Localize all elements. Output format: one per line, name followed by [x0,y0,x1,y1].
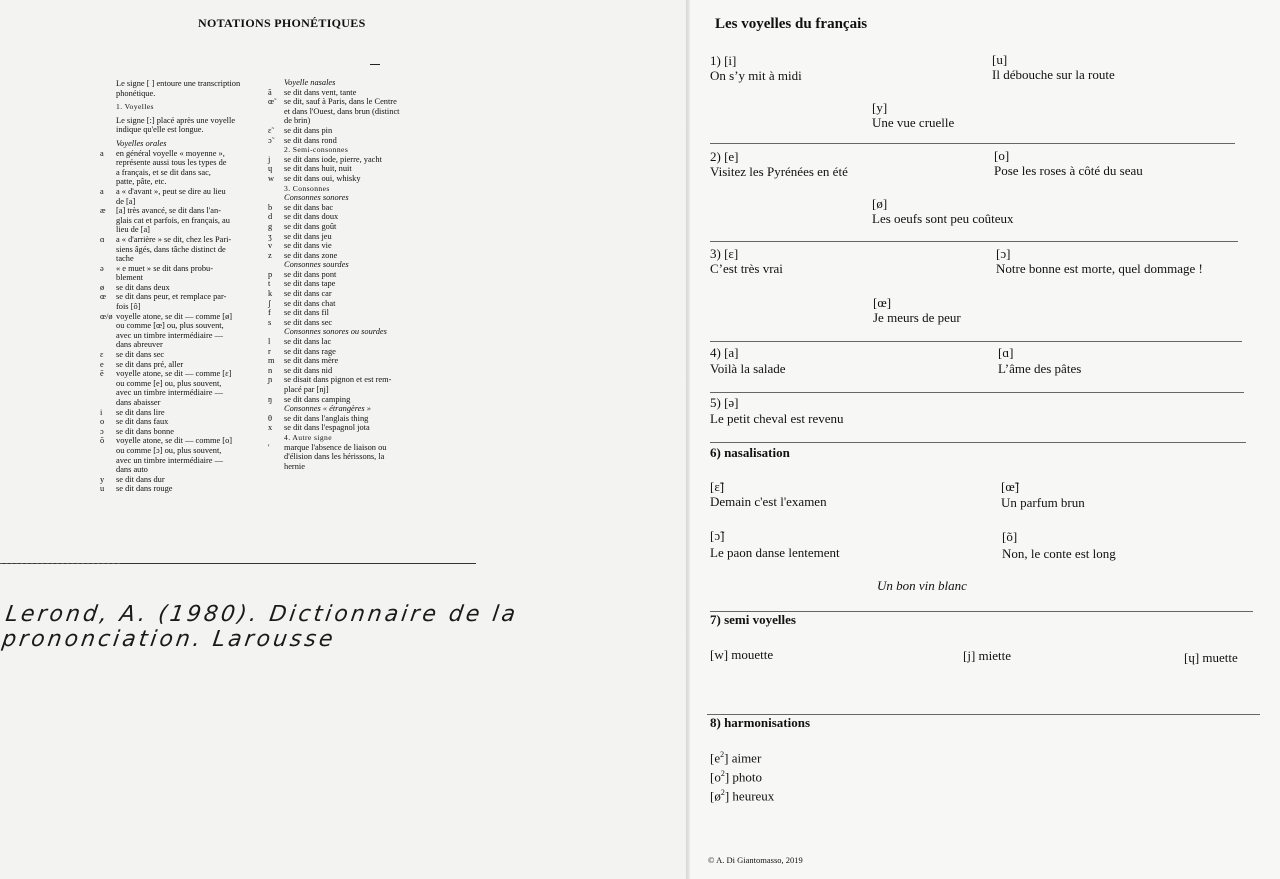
notation-symbol: n [268,365,273,375]
notation-text: Consonnes sonores [284,193,349,203]
notation-symbol: ē [100,369,104,379]
notation-text: Consonnes sourdes [284,260,349,270]
notation-line [100,484,270,494]
s4-label: 4) [a] [710,345,739,360]
notation-text: Voyelles orales [116,138,167,148]
notation-text: se dit dans iode, pierre, yacht [284,154,382,164]
notation-symbol: p [268,269,273,279]
notation-line [268,126,448,136]
notation-line [268,308,448,318]
notation-symbol: ʃ [268,298,271,308]
notation-symbol: s [268,317,272,327]
right-page [690,0,1280,879]
notation-text: se dit dans sec [116,350,165,360]
notation-text: 4. Autre signe [284,432,332,442]
notation-line [268,88,448,98]
notation-text: tache [116,254,134,264]
s2-symbol-3: [ø] [872,196,888,211]
notation-text: se dit dans peur, et remplace par- [116,292,227,302]
s6-example-2: Un parfum brun [1001,495,1085,510]
notation-text: se dit dans bac [284,202,334,212]
notation-line [100,168,270,178]
divider-4 [710,392,1244,393]
notation-text: se dit dans pont [284,269,337,279]
notation-line [100,235,270,245]
notation-line [268,347,448,357]
notation-text: se dit dans l'anglais thing [284,413,369,423]
notation-text: se dit dans huit, nuit [284,164,352,174]
divider-2 [710,241,1238,242]
notation-line [268,318,448,328]
notation-line [268,212,448,222]
notation-text: représente aussi tous les types de [116,158,227,168]
notation-line [100,388,270,398]
notation-line [268,193,448,203]
notation-text: a « d'arrière » se dit, chez les Pari- [116,234,232,244]
notation-text: se dit dans deux [116,282,170,292]
notation-symbol: b [268,202,273,212]
handwritten-citation: Lerond, A. (1980). Dictionnaire de la prononciation. Larousse [0,602,520,652]
s2-example-1: Visitez les Pyrénées en été [710,164,848,179]
margin-tick [370,64,380,65]
divider-3 [710,341,1242,342]
notation-symbol: o [100,417,105,427]
notation-symbol: k [268,289,273,299]
notation-text: se disait dans pignon et est rem- [284,375,392,385]
notation-line [100,187,270,197]
s3-symbol-3: [œ] [873,295,892,310]
notation-text: dans abaisser [116,398,161,407]
notation-line [268,174,448,184]
notation-line [268,241,448,251]
s3-example-3: Je meurs de peur [873,310,961,325]
notation-text: se dit dans lac [284,337,332,347]
s6-header: 6) nasalisation [710,445,790,460]
notation-symbol: a [100,186,104,196]
notation-line [100,283,270,293]
s4-example-1: Voilà la salade [710,361,786,376]
s1-symbol-2: [u] [992,52,1008,67]
notation-text: se dit dans pré, aller [116,359,184,369]
notation-line [100,89,270,99]
notation-text: se dit dans rouge [116,484,173,494]
notation-text: phonétique. [116,88,156,98]
notation-symbol: ɑ [100,234,105,244]
s3-label: 3) [ɛ] [710,246,739,261]
notation-line [100,331,270,341]
s3-example-2: Notre bonne est morte, quel dommage ! [996,261,1203,276]
notation-line [100,264,270,274]
notation-line [100,379,270,389]
notation-symbol: ō [100,436,105,446]
notation-text: Le signe [ ] entoure une transcription [116,79,241,88]
notation-text: Le signe [:] placé après une voyelle [116,115,236,125]
notation-symbol: v [268,241,273,251]
s5-example-1: Le petit cheval est revenu [710,411,844,426]
notation-text: se dit dans tape [284,279,336,289]
notation-line [100,206,270,216]
notation-text: ou comme [e] ou, plus souvent, [116,378,222,388]
s8-line-1: $[e^2]$ aimer [710,750,762,766]
notation-text: a « d'avant », peut se dire au lieu [116,186,226,196]
notation-text: fois [ô] [116,302,141,312]
notation-text: 1. Voyelles [116,102,154,112]
notation-line [100,254,270,264]
notation-text: placé par [nj] [284,385,329,394]
notation-line [268,462,448,472]
notation-line [268,155,448,165]
notation-text: Consonnes sonores ou sourdes [284,327,387,337]
notation-text: se dit dans l'espagnol jota [284,423,370,433]
notation-line [100,216,270,226]
divider-1 [710,143,1235,144]
notation-line [100,350,270,360]
notation-text: se dit dans vie [284,241,332,251]
notation-symbol: ʒ [268,231,272,241]
s6-symbol-3: [ɔ̃] [710,528,725,543]
notation-text: se dit dans pin [284,125,333,135]
notation-symbol: w [268,173,275,183]
notation-text: se dit dans zone [284,250,338,260]
notation-text: glais cat et parfois, en français, au [116,215,230,225]
notation-symbol: y [100,474,105,484]
s7-h: [ɥ] muette [1184,650,1238,665]
notation-line [268,145,448,155]
notation-text: dans abreuver [116,340,163,350]
s6-example-3: Le paon danse lentement [710,545,840,560]
notation-line [268,452,448,462]
notation-symbol: e [100,359,104,369]
notation-line [268,251,448,261]
notation-line [268,404,448,414]
notation-line [268,414,448,424]
notation-symbol: f [268,308,271,318]
notation-line [100,139,270,149]
notation-line [100,225,270,235]
s6-symbol-4: [õ] [1002,529,1018,544]
notation-line [268,337,448,347]
notation-line [268,270,448,280]
s7-w: [w] mouette [710,647,774,662]
s7-j: [j] miette [963,648,1012,663]
divider-5 [710,442,1246,443]
s4-example-2: L’âme des pâtes [998,361,1082,376]
notation-symbol: t [268,279,271,289]
notations-title: NOTATIONS PHONÉTIQUES [198,16,366,30]
notation-line [100,408,270,418]
s1-symbol-3: [y] [872,100,888,115]
notation-symbol: ɔ [100,426,104,436]
notation-line [100,446,270,456]
notation-text: 3. Consonnes [284,183,330,193]
notation-text: « e muet » se dit dans probu- [116,263,213,273]
s1-example-2: Il débouche sur la route [992,67,1115,82]
s6-italic-example: Un bon vin blanc [877,578,967,593]
notation-text: se dit dans dur [116,474,165,484]
notation-line [268,97,448,107]
notation-line [268,107,448,117]
notation-line [100,340,270,350]
notation-symbol: j [268,154,271,164]
notation-line [268,423,448,433]
notation-line [268,184,448,194]
notation-line [100,398,270,408]
s1-example-1: On s’y mit à midi [710,68,802,83]
notation-text: se dit dans lire [116,407,165,417]
s6-example-1: Demain c'est l'examen [710,494,827,509]
notation-line [268,385,448,395]
notation-text: en général voyelle « moyenne », [116,148,225,158]
s3-symbol-2: [ɔ] [996,246,1011,261]
s5-label: 5) [ə] [710,395,739,410]
notation-symbol: ã [268,87,272,97]
s2-example-3: Les oeufs sont peu coûteux [872,211,1014,226]
notation-text: se dit dans jeu [284,231,332,241]
notation-text: et dans l'Ouest, dans brun (distinct [284,106,400,116]
notation-text: siens âgés, dans tâche distinct de [116,244,226,254]
notation-text: hernie [284,461,305,471]
s1-example-3: Une vue cruelle [872,115,955,130]
notation-line [100,116,270,126]
notation-line [268,78,448,88]
notation-text: se dit dans nid [284,365,333,375]
s7-header: 7) semi voyelles [710,612,796,627]
notation-line [268,356,448,366]
notation-line [100,436,270,446]
s2-example-2: Pose les roses à côté du seau [994,163,1143,178]
notation-line [100,360,270,370]
notation-line [100,197,270,207]
notation-text: se dit dans sec [284,317,333,327]
notation-line [100,465,270,475]
notation-text: d'élision dans les hérissons, la [284,452,385,462]
notation-symbol: ɲ [268,375,273,385]
notation-symbol: œ/ø [100,311,113,321]
notation-symbol: d [268,212,273,222]
notation-text: patte, pâte, etc. [116,177,167,187]
notation-text: marque l'absence de liaison ou [284,442,387,452]
notation-symbol: i [100,407,103,417]
notation-symbol: ɔ̃ [268,135,272,145]
notation-line [100,125,270,135]
vowels-title: Les voyelles du français [715,16,868,32]
notation-symbol: œ̃ [268,97,275,107]
notation-text: ou comme [œ] ou, plus souvent, [116,321,224,331]
notation-line [268,289,448,299]
notation-symbol: x [268,423,273,433]
notation-line [100,427,270,437]
notation-text: se dit dans faux [116,417,169,427]
s8-line-2: $[o^2]$ photo [710,769,763,785]
notation-line [268,222,448,232]
notation-line [100,245,270,255]
notation-line [268,433,448,443]
notation-symbol: ə [100,263,104,273]
s3-example-1: C’est très vrai [710,261,783,276]
notation-line [268,375,448,385]
notation-text: de brin) [284,116,311,126]
notation-line [100,79,270,89]
notation-symbol: ε [100,350,104,360]
notation-line [100,149,270,159]
notation-text: se dit dans doux [284,212,339,222]
notation-symbol: œ [100,292,107,302]
notation-line [100,273,270,283]
notation-line [268,327,448,337]
notation-line [100,417,270,427]
notation-symbol: z [268,250,272,260]
notation-text: Voyelle nasales [284,78,336,87]
s2-label: 2) [e] [710,149,739,164]
notation-line [100,177,270,187]
notation-symbol: r [268,346,271,356]
notation-symbol: æ [100,206,106,216]
notation-line [100,158,270,168]
notation-text: voyelle atone, se dit — comme [ε] [116,369,232,379]
notation-text: se dit dans vent, tante [284,87,357,97]
notation-line [100,102,270,112]
notations-column-1 [100,79,270,494]
notation-text: se dit dans bonne [116,426,174,436]
s8-header: 8) harmonisations [710,715,811,730]
notation-text: avec un timbre intermédiaire — [116,388,223,398]
notation-line [100,292,270,302]
notation-text: a français, et se dit dans sac, [116,167,211,177]
notation-symbol: u [100,484,105,494]
notations-column-2 [268,78,448,471]
notation-text: se dit dans car [284,289,332,299]
notation-text: Consonnes « étrangères » [284,404,371,414]
notation-symbol: θ [268,413,273,423]
notation-symbol: ' [268,442,270,452]
notation-symbol: ŋ [268,394,273,404]
notation-text: se dit dans mère [284,356,339,366]
notation-line [100,475,270,485]
notation-line [100,302,270,312]
notation-line [268,260,448,270]
notation-text: se dit dans camping [284,394,351,404]
s6-example-4: Non, le conte est long [1002,546,1116,561]
notation-line [100,369,270,379]
s6-symbol-1: [ɛ̃] [710,479,725,494]
notation-line [268,203,448,213]
notation-symbol: g [268,221,273,231]
s1-label: 1) [i] [710,53,737,68]
notation-line [100,456,270,466]
notation-line [100,312,270,322]
notation-text: blement [116,273,143,283]
notation-text: dans auto [116,465,148,475]
notation-line [100,321,270,331]
s4-symbol-2: [ɑ] [998,345,1014,360]
notation-symbol: l [268,337,271,347]
notation-text: voyelle atone, se dit — comme [o] [116,436,233,446]
notation-text: indique qu'elle est longue. [116,125,204,135]
s8-line-3: $[ø^2]$ heureux [710,788,775,804]
notation-line [268,164,448,174]
notation-text: voyelle atone, se dit — comme [ø] [116,311,233,321]
notation-symbol: ø [100,282,105,292]
notation-line [268,116,448,126]
notation-text: ou comme [ɔ] ou, plus souvent, [116,445,222,455]
s6-symbol-2: [œ̃] [1001,479,1020,494]
notation-text: 2. Semi-consonnes [284,145,349,155]
notation-text: [a] très avancé, se dit dans l'an- [116,206,221,216]
notation-text: de [a] [116,196,136,206]
notation-line [268,279,448,289]
notation-line [268,299,448,309]
notation-text: se dit dans rond [284,135,337,145]
notation-symbol: a [100,148,104,158]
notation-line [268,443,448,453]
notation-symbol: m [268,356,275,366]
s2-symbol-2: [o] [994,148,1010,163]
notation-line [268,366,448,376]
notation-line [268,136,448,146]
notation-text: se dit dans rage [284,346,336,356]
notation-line [268,395,448,405]
notation-text: se dit dans goût [284,221,337,231]
notation-text: se dit dans chat [284,298,336,308]
notation-text: avec un timbre intermédiaire — [116,455,223,465]
left-divider [0,563,476,564]
notation-text: avec un timbre intermédiaire — [116,330,223,340]
notation-text: lieu de [a] [116,225,150,235]
notation-symbol: ɛ̃ [268,125,272,135]
copyright: © A. Di Giantomasso, 2019 [708,855,803,865]
notation-text: se dit dans fil [284,308,329,318]
notation-text: se dit, sauf à Paris, dans le Centre [284,97,397,107]
notation-line [268,232,448,242]
notation-text: se dit dans oui, whisky [284,173,361,183]
notation-symbol: ɥ [268,164,273,174]
